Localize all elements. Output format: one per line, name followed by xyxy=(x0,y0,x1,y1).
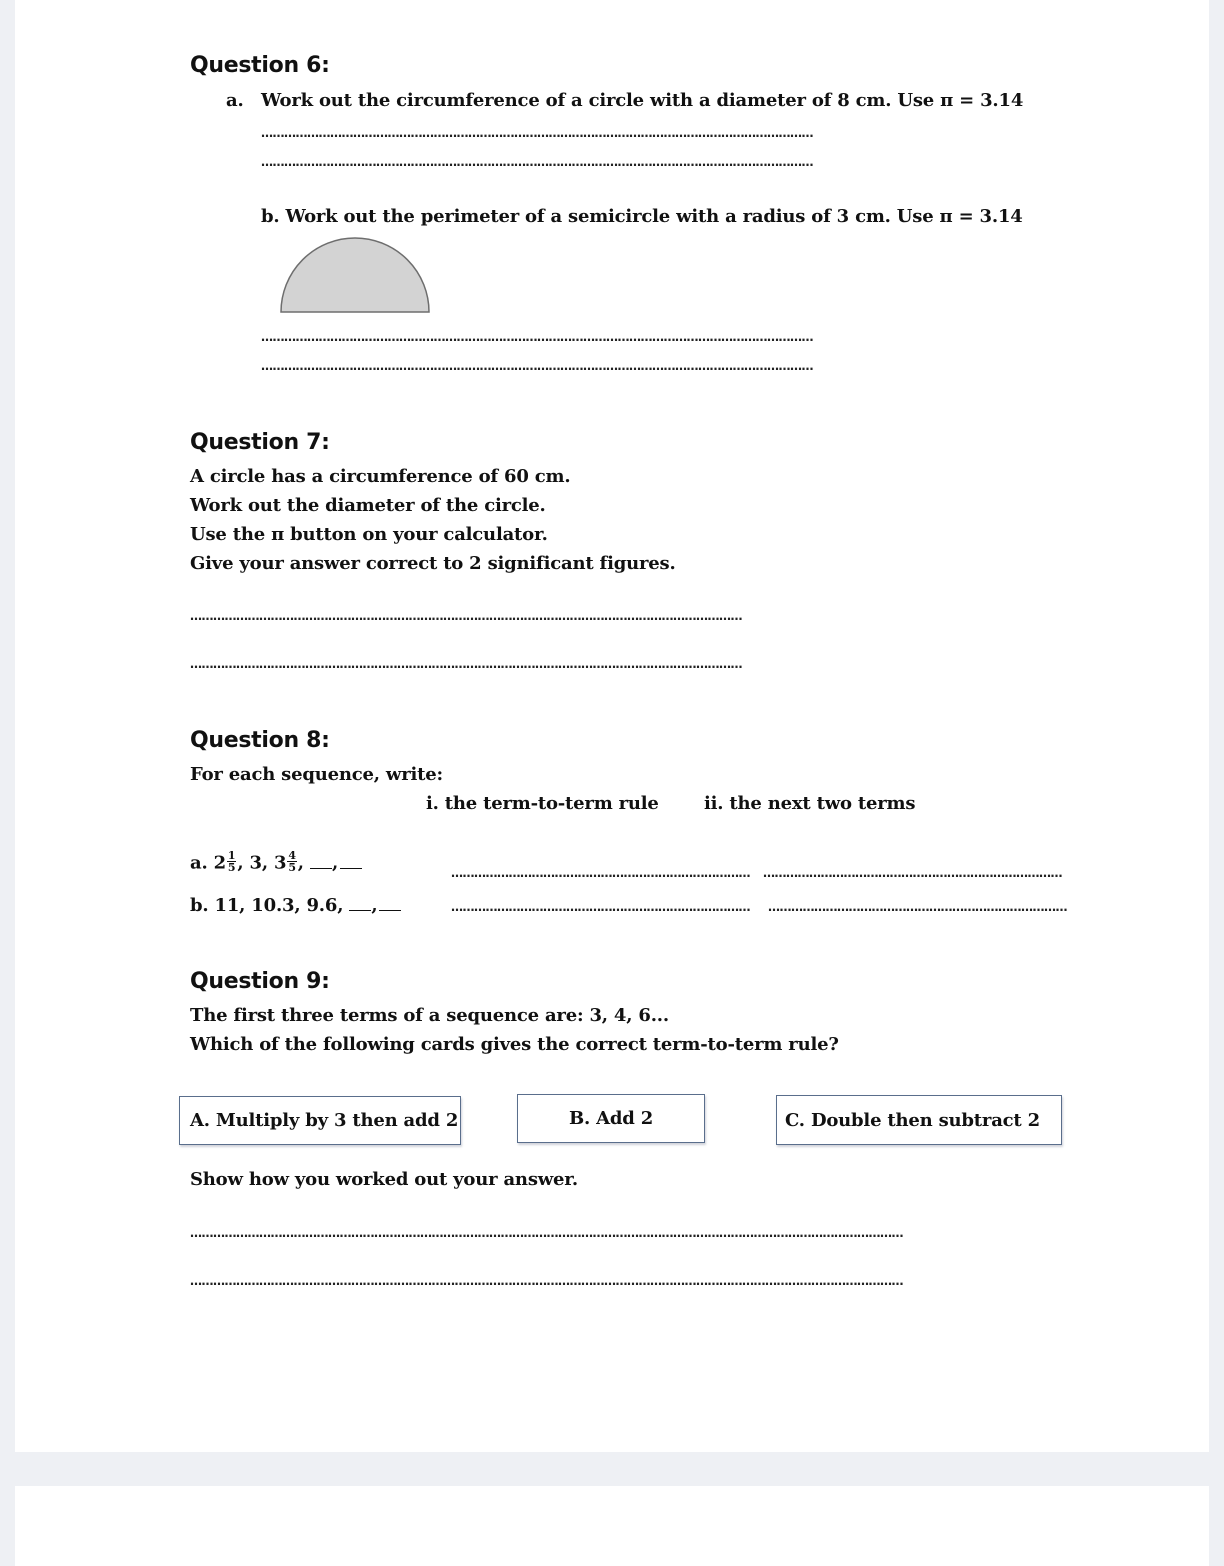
question-7-heading: Question 7: xyxy=(190,430,330,455)
q7-answer-line-2[interactable]: ……………………………………………………………………………………………………………………………… xyxy=(190,657,742,671)
q8b-rule-answer-line[interactable]: …………………………………………………………………… xyxy=(451,900,750,914)
q6b-answer-line-1[interactable]: ……………………………………………………………………………………………………………………………… xyxy=(261,330,813,344)
q7-line-1: A circle has a circumference of 60 cm. xyxy=(190,466,571,487)
question-6-heading: Question 6: xyxy=(190,53,330,78)
q8-intro: For each sequence, write: xyxy=(190,764,443,785)
q9-show-working: Show how you worked out your answer. xyxy=(190,1169,578,1190)
q6a-answer-line-2[interactable]: ……………………………………………………………………………………………………………………………… xyxy=(261,155,813,169)
q8a-rule-answer-line[interactable]: …………………………………………………………………… xyxy=(451,866,750,880)
q8a-blank-1[interactable] xyxy=(310,854,332,869)
q7-line-3: Use the π button on your calculator. xyxy=(190,524,548,545)
card-option-a[interactable]: A. Multiply by 3 then add 2 xyxy=(179,1096,461,1145)
q6a-label: a. xyxy=(226,90,244,111)
q7-answer-line-1[interactable]: ……………………………………………………………………………………………………………………………… xyxy=(190,609,742,623)
q8a-first-term: a. 2 xyxy=(190,852,226,874)
q8b-blank-1[interactable] xyxy=(349,896,371,911)
q9-line-2: Which of the following cards gives the correct term-to-term rule? xyxy=(190,1034,839,1055)
q6b-text: b. Work out the perimeter of a semicircle with a radius of 3 cm. Use π = 3.14 xyxy=(261,206,1023,227)
fraction-one-fifth: $\frac{1}{5}$ xyxy=(227,849,236,874)
question-8-heading: Question 8: xyxy=(190,728,330,753)
q9-line-1: The first three terms of a sequence are: 3, 4, 6... xyxy=(190,1005,669,1026)
semicircle-diagram xyxy=(279,234,431,314)
worksheet-page xyxy=(15,0,1209,1452)
q8-column-ii-heading: ii. the next two terms xyxy=(704,793,916,814)
q8a-middle-terms: , 3, 3 xyxy=(237,852,287,874)
q8-column-i-heading: i. the term-to-term rule xyxy=(426,793,659,814)
q8b-terms-answer-line[interactable]: …………………………………………………………………… xyxy=(768,900,1067,914)
q6a-text: Work out the circumference of a circle with a diameter of 8 cm. Use π = 3.14 xyxy=(261,90,1024,111)
next-page xyxy=(15,1486,1209,1566)
q7-line-2: Work out the diameter of the circle. xyxy=(190,495,546,516)
card-option-b[interactable]: B. Add 2 xyxy=(517,1094,705,1143)
q8b-terms: b. 11, 10.3, 9.6, xyxy=(190,895,344,916)
q9-answer-line-2[interactable]: …………………………………………………………………………………………………………………………………………………………………… xyxy=(190,1274,903,1288)
q6a-answer-line-1[interactable]: ……………………………………………………………………………………………………………………………… xyxy=(261,126,813,140)
q8b-blank-2[interactable] xyxy=(379,896,401,911)
q9-answer-line-1[interactable]: …………………………………………………………………………………………………………………………………………………………………… xyxy=(190,1226,903,1240)
q8a-terms-answer-line[interactable]: …………………………………………………………………… xyxy=(763,866,1062,880)
card-option-c[interactable]: C. Double then subtract 2 xyxy=(776,1095,1062,1145)
fraction-four-fifths: $\frac{4}{5}$ xyxy=(288,849,296,874)
q7-line-4: Give your answer correct to 2 significant figures. xyxy=(190,553,676,574)
q8a-blank-2[interactable] xyxy=(340,854,362,869)
q8a-sequence: a. 2 $\frac{1}{5}$ , 3, 3 $\frac{4}{5}$ , , xyxy=(190,852,362,875)
q8b-sequence: b. 11, 10.3, 9.6, , xyxy=(190,895,401,916)
q6b-answer-line-2[interactable]: ……………………………………………………………………………………………………………………………… xyxy=(261,359,813,373)
question-9-heading: Question 9: xyxy=(190,969,330,994)
